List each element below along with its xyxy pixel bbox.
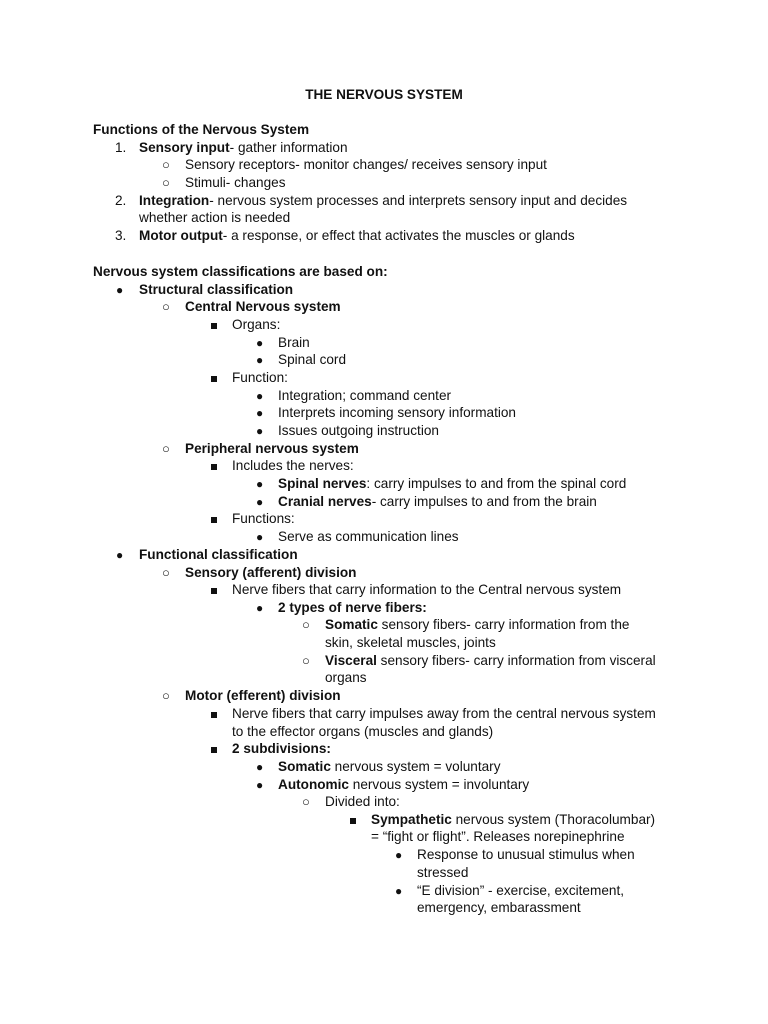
list-item: Issues outgoing instruction bbox=[278, 423, 439, 438]
functional-classification: Functional classification bbox=[139, 547, 298, 562]
bullet-icon: ● bbox=[256, 336, 264, 350]
list-item: Interprets incoming sensory information bbox=[278, 405, 516, 420]
list-item-cranial-nerves bbox=[278, 493, 597, 511]
list-item-somatic-sensory bbox=[325, 616, 629, 634]
list-item-somatic-motor bbox=[278, 758, 501, 776]
circle-bullet-icon: ○ bbox=[302, 794, 310, 809]
list-item-integration bbox=[139, 192, 627, 210]
circle-bullet-icon: ○ bbox=[162, 565, 170, 580]
term: Spinal nerves bbox=[278, 476, 367, 491]
list-item-continuation: = “fight or flight”. Releases norepinephrine bbox=[371, 829, 625, 844]
definition: - carry impulses to and from the brain bbox=[371, 494, 597, 509]
definition: nervous system (Thoracolumbar) bbox=[451, 812, 656, 827]
list-item-continuation: whether action is needed bbox=[139, 210, 291, 225]
list-item: Function: bbox=[232, 370, 288, 385]
definition: - nervous system processes and interprets sensory input and decides bbox=[209, 193, 628, 208]
term: Integration bbox=[139, 193, 210, 208]
list-item-continuation: stressed bbox=[417, 865, 469, 880]
bullet-icon: ● bbox=[116, 548, 124, 562]
circle-bullet-icon: ○ bbox=[162, 175, 170, 190]
classifications-heading: Nervous system classifications are based on: bbox=[93, 264, 388, 279]
square-bullet-icon bbox=[211, 705, 217, 723]
list-item: Integration; command center bbox=[278, 388, 452, 403]
list-item: Includes the nerves: bbox=[232, 458, 354, 473]
list-item-sympathetic bbox=[371, 811, 655, 829]
term: Visceral bbox=[325, 653, 377, 668]
list-item: Serve as communication lines bbox=[278, 529, 459, 544]
bullet-icon: ● bbox=[395, 848, 403, 862]
list-item-continuation: organs bbox=[325, 670, 367, 685]
bullet-icon: ● bbox=[256, 778, 264, 792]
bullet-icon: ● bbox=[256, 353, 264, 367]
definition: sensory fibers- carry information from the bbox=[377, 617, 630, 632]
circle-bullet-icon: ○ bbox=[162, 299, 170, 314]
circle-bullet-icon: ○ bbox=[162, 157, 170, 172]
bullet-icon: ● bbox=[256, 424, 264, 438]
definition: nervous system = voluntary bbox=[330, 759, 501, 774]
definition: nervous system = involuntary bbox=[348, 777, 530, 792]
square-bullet-icon bbox=[211, 581, 217, 599]
functions-heading: Functions of the Nervous System bbox=[93, 122, 310, 137]
circle-bullet-icon: ○ bbox=[162, 688, 170, 703]
bullet-icon: ● bbox=[256, 477, 264, 491]
list-item: Nerve fibers that carry information to the Central nervous system bbox=[232, 582, 622, 597]
list-item: 2 types of nerve fibers: bbox=[278, 600, 427, 615]
list-item-autonomic bbox=[278, 776, 529, 794]
term: Autonomic bbox=[278, 777, 349, 792]
list-item: Spinal cord bbox=[278, 352, 347, 367]
term: Sympathetic bbox=[371, 812, 452, 827]
circle-bullet-icon: ○ bbox=[302, 617, 310, 632]
list-item: 2 subdivisions: bbox=[232, 741, 331, 756]
list-item: Functions: bbox=[232, 511, 295, 526]
term: Sensory input bbox=[139, 140, 230, 155]
bullet-icon: ● bbox=[256, 760, 264, 774]
list-item-continuation: to the effector organs (muscles and glands) bbox=[232, 724, 494, 739]
definition: : carry impulses to and from the spinal cord bbox=[366, 476, 627, 491]
list-item-visceral-sensory bbox=[325, 652, 656, 670]
list-item: “E division” - exercise, excitement, bbox=[417, 883, 624, 898]
list-item-continuation: skin, skeletal muscles, joints bbox=[325, 635, 496, 650]
square-bullet-icon bbox=[211, 740, 217, 758]
list-item: Nerve fibers that carry impulses away from the central nervous system bbox=[232, 706, 656, 721]
list-item: Organs: bbox=[232, 317, 281, 332]
bullet-icon: ● bbox=[395, 884, 403, 898]
definition: - a response, or effect that activates the muscles or glands bbox=[222, 228, 575, 243]
list-item-spinal-nerves bbox=[278, 475, 626, 493]
central-nervous-system: Central Nervous system bbox=[185, 299, 341, 314]
term: Somatic bbox=[278, 759, 331, 774]
list-number: 2. bbox=[115, 193, 127, 208]
list-item: Sensory receptors- monitor changes/ receives sensory input bbox=[185, 157, 547, 172]
peripheral-nervous-system: Peripheral nervous system bbox=[185, 441, 359, 456]
bullet-icon: ● bbox=[256, 495, 264, 509]
list-item: Response to unusual stimulus when bbox=[417, 847, 635, 862]
list-item: Divided into: bbox=[325, 794, 400, 809]
square-bullet-icon bbox=[350, 811, 356, 829]
list-item-continuation: emergency, embarassment bbox=[417, 900, 581, 915]
list-number: 3. bbox=[115, 228, 127, 243]
bullet-icon: ● bbox=[256, 406, 264, 420]
term: Motor output bbox=[139, 228, 223, 243]
definition: sensory fibers- carry information from visceral bbox=[376, 653, 656, 668]
bullet-icon: ● bbox=[256, 530, 264, 544]
page-title: THE NERVOUS SYSTEM bbox=[305, 87, 463, 102]
square-bullet-icon bbox=[211, 510, 217, 528]
square-bullet-icon bbox=[211, 457, 217, 475]
motor-division: Motor (efferent) division bbox=[185, 688, 341, 703]
term: Cranial nerves bbox=[278, 494, 372, 509]
structural-classification: Structural classification bbox=[139, 282, 294, 297]
circle-bullet-icon: ○ bbox=[302, 653, 310, 668]
list-item-sensory-input bbox=[139, 139, 348, 157]
bullet-icon: ● bbox=[116, 283, 124, 297]
list-item: Stimuli- changes bbox=[185, 175, 286, 190]
circle-bullet-icon: ○ bbox=[162, 441, 170, 456]
list-item: Brain bbox=[278, 335, 310, 350]
term: Somatic bbox=[325, 617, 378, 632]
bullet-icon: ● bbox=[256, 389, 264, 403]
sensory-division: Sensory (afferent) division bbox=[185, 565, 357, 580]
square-bullet-icon bbox=[211, 369, 217, 387]
list-item-motor-output bbox=[139, 227, 575, 245]
list-number: 1. bbox=[115, 140, 127, 155]
definition: - gather information bbox=[229, 140, 348, 155]
square-bullet-icon bbox=[211, 316, 217, 334]
bullet-icon: ● bbox=[256, 601, 264, 615]
